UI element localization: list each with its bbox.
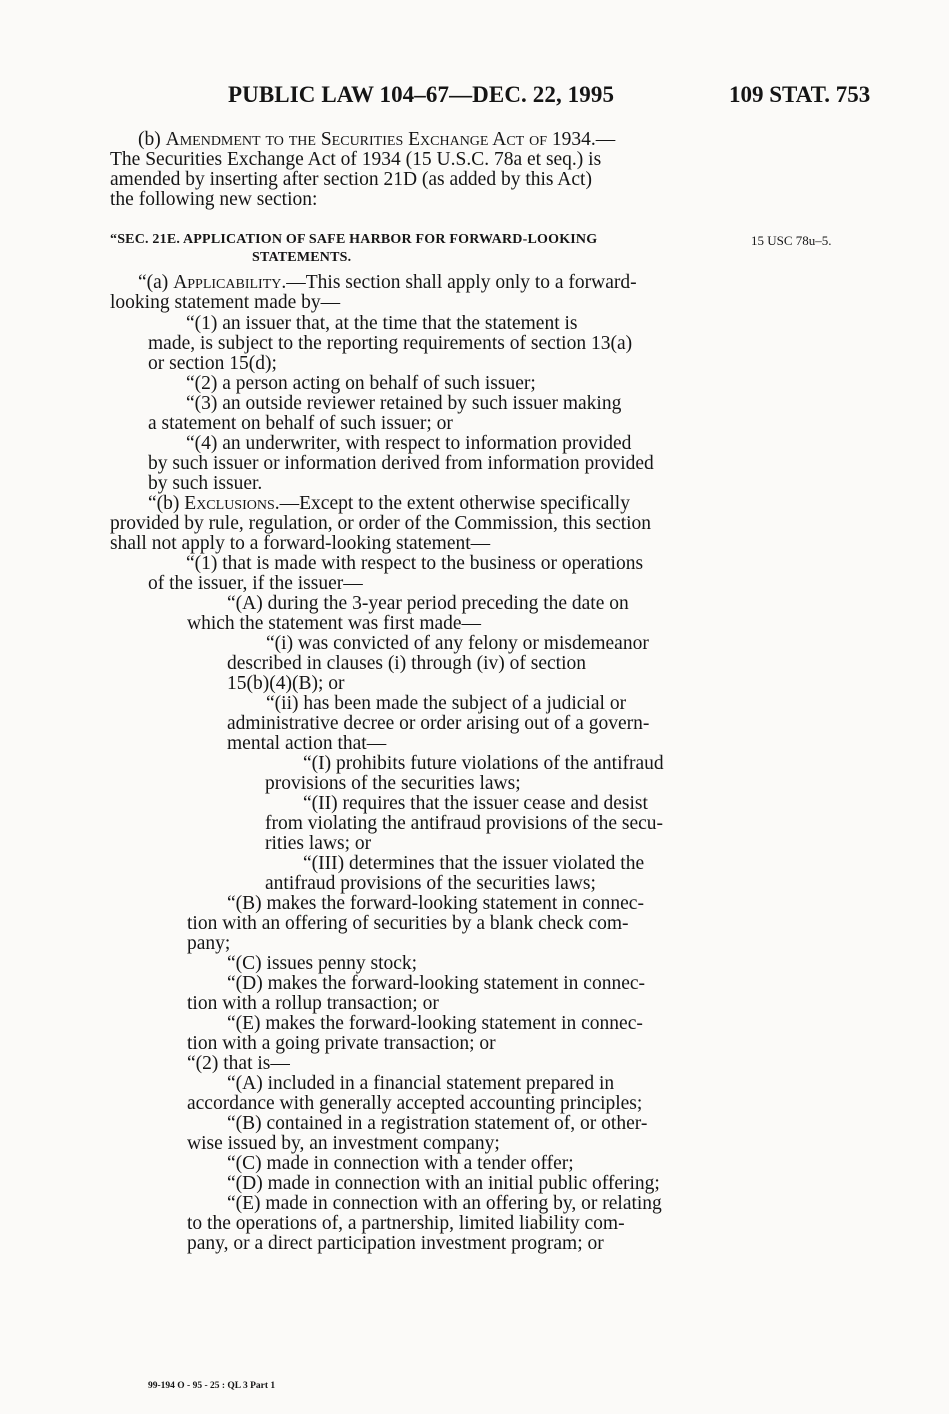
exclusions-line: “(I) prohibits future violations of the antifraud: [303, 753, 664, 774]
exclusions-line: to the operations of, a partnership, limited liability com-: [187, 1213, 625, 1234]
exclusions-line: “(B) makes the forward-looking statement in connec-: [227, 893, 644, 914]
exclusions-line: “(B) contained in a registration statement of, or other-: [227, 1113, 648, 1134]
exclusions-prefix: “(b): [148, 493, 185, 514]
exclusions-line: “(D) makes the forward-looking statement in connec-: [227, 973, 646, 994]
exclusions-line: “(i) was convicted of any felony or misdemeanor: [266, 633, 649, 654]
margin-citation: 15 USC 78u–5.: [751, 233, 832, 248]
applicability-item-line: a statement on behalf of such issuer; or: [148, 413, 453, 434]
exclusions-line: “(A) during the 3-year period preceding the date on: [227, 593, 629, 614]
exclusions-line: accordance with generally accepted accounting principles;: [187, 1093, 643, 1114]
exclusions-line: pany, or a direct participation investment program; or: [187, 1233, 604, 1254]
applicability-heading: Applicability.: [173, 272, 287, 293]
exclusions-line: tion with a rollup transaction; or: [187, 993, 439, 1014]
exclusions-line: “(C) issues penny stock;: [227, 953, 418, 974]
exclusions-heading-line: [148, 494, 630, 514]
applicability-item-line: by such issuer.: [148, 473, 263, 494]
exclusions-line: provided by rule, regulation, or order of the Commission, this section: [110, 513, 652, 534]
exclusions-line: “(E) made in connection with an offering by, or relating: [227, 1193, 662, 1214]
running-header-stat-ref: 109 STAT. 753: [729, 82, 871, 107]
exclusions-line: tion with a going private transaction; or: [187, 1033, 496, 1054]
exclusions-text: —Except to the extent otherwise specifically: [279, 493, 630, 514]
running-header-law-date: PUBLIC LAW 104–67—DEC. 22, 1995: [228, 82, 615, 107]
amendment-heading: Amendment to the Securities Exchange Act of 1934.: [165, 129, 596, 150]
exclusions-line: mental action that—: [227, 733, 387, 754]
exclusions-line: shall not apply to a forward-looking statement—: [110, 533, 491, 554]
applicability-prefix: “(a): [138, 272, 174, 293]
exclusions-line: “(E) makes the forward-looking statement in connec-: [227, 1013, 643, 1034]
exclusions-line: described in clauses (i) through (iv) of section: [227, 653, 587, 674]
exclusions-line: “(III) determines that the issuer violated the: [303, 853, 645, 874]
applicability-item-line: “(2) a person acting on behalf of such issuer;: [186, 373, 536, 394]
footer-print-code: 99-194 O - 95 - 25 : QL 3 Part 1: [148, 1381, 276, 1391]
applicability-line: looking statement made by—: [110, 292, 341, 313]
applicability-item-line: by such issuer or information derived from information provided: [148, 453, 654, 474]
amendment-prefix: (b): [138, 129, 166, 150]
applicability-item-line: “(1) an issuer that, at the time that the statement is: [186, 313, 578, 334]
exclusions-line: administrative decree or order arising out of a govern-: [227, 713, 650, 734]
exclusions-line: wise issued by, an investment company;: [187, 1133, 500, 1154]
amendment-heading-line: [138, 130, 615, 150]
exclusions-line: pany;: [187, 933, 231, 954]
exclusions-line: “(A) included in a financial statement prepared in: [227, 1073, 615, 1094]
exclusions-line: “(1) that is made with respect to the business or operations: [186, 553, 644, 574]
applicability-item-line: “(3) an outside reviewer retained by such issuer making: [186, 393, 622, 414]
section-heading-line-1: “SEC. 21E. APPLICATION OF SAFE HARBOR FOR FORWARD-LOOKING: [110, 232, 598, 247]
applicability-item-line: made, is subject to the reporting requirements of section 13(a): [148, 333, 633, 354]
exclusions-line: “(ii) has been made the subject of a judicial or: [266, 693, 627, 714]
amendment-line: The Securities Exchange Act of 1934 (15 U.S.C. 78a et seq.) is: [110, 149, 602, 170]
exclusions-heading: Exclusions.: [184, 493, 280, 514]
applicability-item-line: or section 15(d);: [148, 353, 277, 374]
exclusions-line: “(C) made in connection with a tender offer;: [227, 1153, 574, 1174]
exclusions-line: rities laws; or: [265, 833, 372, 854]
applicability-item-line: “(4) an underwriter, with respect to information provided: [186, 433, 632, 454]
exclusions-line: which the statement was first made—: [187, 613, 482, 634]
exclusions-line: provisions of the securities laws;: [265, 773, 521, 794]
exclusions-line: of the issuer, if the issuer—: [148, 573, 363, 594]
applicability-heading-line: [138, 273, 637, 293]
amendment-dash: —: [595, 129, 616, 150]
applicability-text: —This section shall apply only to a forward-: [286, 272, 637, 293]
exclusions-line: “(II) requires that the issuer cease and desist: [303, 793, 648, 814]
exclusions-line: “(D) made in connection with an initial public offering;: [227, 1173, 660, 1194]
amendment-line: amended by inserting after section 21D (as added by this Act): [110, 169, 592, 190]
amendment-line: the following new section:: [110, 189, 318, 210]
exclusions-line: antifraud provisions of the securities laws;: [265, 873, 596, 894]
exclusions-line: “(2) that is—: [187, 1053, 290, 1074]
exclusions-line: 15(b)(4)(B); or: [227, 673, 345, 694]
section-heading-line-2: STATEMENTS.: [252, 250, 352, 265]
exclusions-line: from violating the antifraud provisions of the secu-: [265, 813, 664, 834]
exclusions-line: tion with an offering of securities by a blank check com-: [187, 913, 629, 934]
